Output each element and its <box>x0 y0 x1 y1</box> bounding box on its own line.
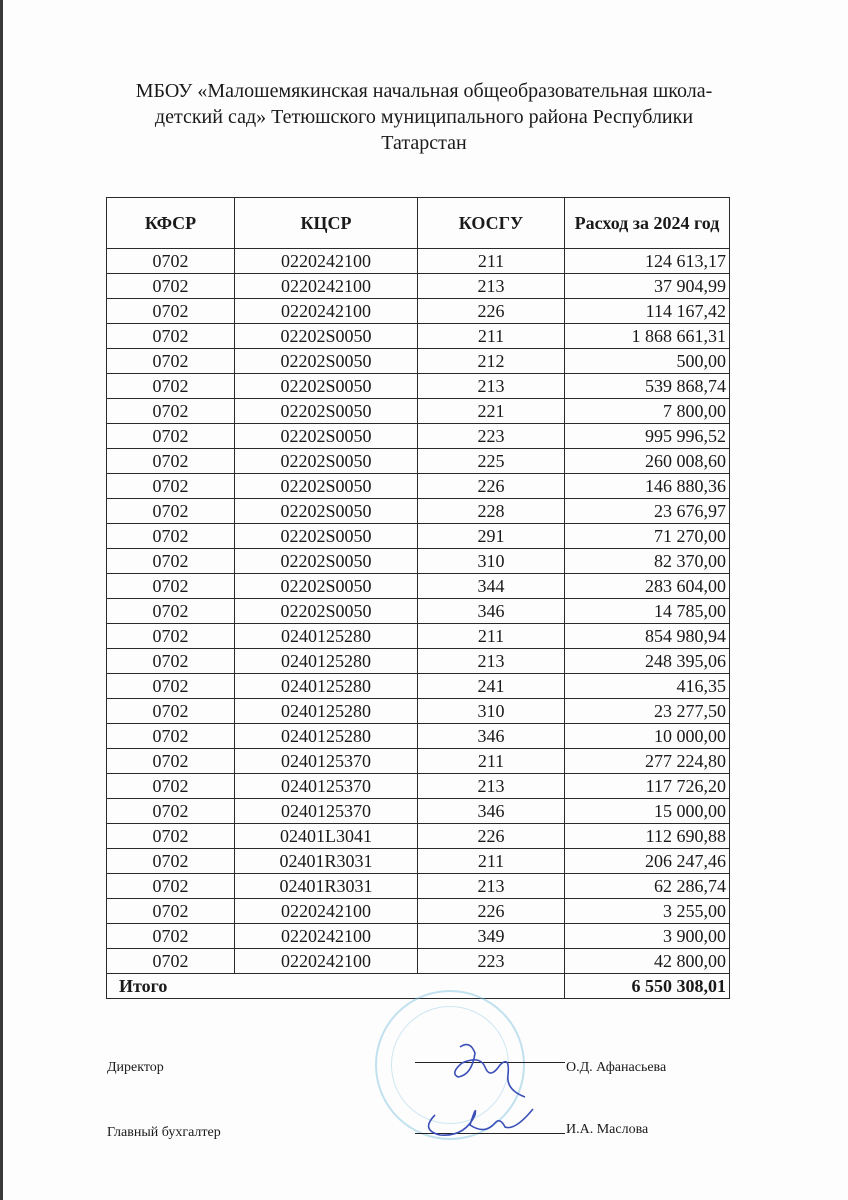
cell-kosgu: 225 <box>418 449 565 474</box>
cell-expense: 1 868 661,31 <box>565 324 730 349</box>
cell-kcsr: 02202S0050 <box>235 449 418 474</box>
cell-expense: 62 286,74 <box>565 874 730 899</box>
cell-expense: 42 800,00 <box>565 949 730 974</box>
cell-kcsr: 0220242100 <box>235 949 418 974</box>
cell-kcsr: 02401L3041 <box>235 824 418 849</box>
total-value: 6 550 308,01 <box>565 974 730 999</box>
cell-kfsr: 0702 <box>107 349 235 374</box>
cell-kfsr: 0702 <box>107 824 235 849</box>
cell-expense: 23 277,50 <box>565 699 730 724</box>
header-kcsr: КЦСР <box>235 198 418 249</box>
cell-kcsr: 02202S0050 <box>235 374 418 399</box>
cell-kcsr: 02202S0050 <box>235 549 418 574</box>
cell-kosgu: 310 <box>418 699 565 724</box>
cell-expense: 114 167,42 <box>565 299 730 324</box>
total-row <box>107 974 730 999</box>
table-header-row <box>107 198 730 249</box>
cell-expense: 248 395,06 <box>565 649 730 674</box>
cell-kfsr: 0702 <box>107 274 235 299</box>
cell-kosgu: 226 <box>418 299 565 324</box>
cell-expense: 112 690,88 <box>565 824 730 849</box>
cell-kcsr: 02401R3031 <box>235 849 418 874</box>
title-line: детский сад» Тетюшского муниципального района Республики <box>154 106 694 128</box>
cell-kosgu: 213 <box>418 874 565 899</box>
cell-expense: 3 900,00 <box>565 924 730 949</box>
header-expense: Расход за 2024 год <box>565 198 730 249</box>
cell-kosgu: 212 <box>418 349 565 374</box>
cell-kfsr: 0702 <box>107 424 235 449</box>
cell-kfsr: 0702 <box>107 724 235 749</box>
title-line: Татарстан <box>381 132 467 154</box>
cell-kcsr: 0220242100 <box>235 899 418 924</box>
cell-kcsr: 02202S0050 <box>235 574 418 599</box>
cell-kfsr: 0702 <box>107 299 235 324</box>
cell-expense: 71 270,00 <box>565 524 730 549</box>
cell-kfsr: 0702 <box>107 674 235 699</box>
cell-kfsr: 0702 <box>107 799 235 824</box>
cell-kosgu: 211 <box>418 749 565 774</box>
cell-expense: 15 000,00 <box>565 799 730 824</box>
cell-expense: 146 880,36 <box>565 474 730 499</box>
cell-kfsr: 0702 <box>107 649 235 674</box>
table-row <box>107 249 730 274</box>
total-label-text: Итого <box>119 976 168 996</box>
cell-kfsr: 0702 <box>107 249 235 274</box>
cell-kosgu: 213 <box>418 649 565 674</box>
cell-expense: 283 604,00 <box>565 574 730 599</box>
table-row <box>107 324 730 349</box>
table-row <box>107 799 730 824</box>
cell-kosgu: 211 <box>418 324 565 349</box>
title-line: МБОУ «Малошемякинская начальная общеобразовательная школа- <box>135 80 713 102</box>
cell-kosgu: 346 <box>418 599 565 624</box>
cell-expense: 3 255,00 <box>565 899 730 924</box>
table-row <box>107 299 730 324</box>
table-row <box>107 524 730 549</box>
cell-kfsr: 0702 <box>107 599 235 624</box>
table-row <box>107 549 730 574</box>
total-label <box>107 974 565 999</box>
table-row <box>107 874 730 899</box>
cell-kosgu: 213 <box>418 374 565 399</box>
cell-kcsr: 0240125370 <box>235 774 418 799</box>
cell-kcsr: 0220242100 <box>235 249 418 274</box>
cell-kfsr: 0702 <box>107 874 235 899</box>
cell-kcsr: 02202S0050 <box>235 349 418 374</box>
cell-expense: 37 904,99 <box>565 274 730 299</box>
cell-kfsr: 0702 <box>107 499 235 524</box>
cell-kcsr: 02401R3031 <box>235 874 418 899</box>
table-row <box>107 724 730 749</box>
header-kfsr: КФСР <box>107 198 235 249</box>
cell-kcsr: 02202S0050 <box>235 599 418 624</box>
signature-role-accountant: Главный бухгалтер <box>107 1125 221 1140</box>
cell-expense: 82 370,00 <box>565 549 730 574</box>
cell-kosgu: 223 <box>418 424 565 449</box>
cell-kosgu: 226 <box>418 899 565 924</box>
cell-kfsr: 0702 <box>107 574 235 599</box>
cell-kosgu: 310 <box>418 549 565 574</box>
cell-expense: 277 224,80 <box>565 749 730 774</box>
table-row <box>107 274 730 299</box>
cell-expense: 854 980,94 <box>565 624 730 649</box>
cell-kcsr: 0220242100 <box>235 274 418 299</box>
cell-kfsr: 0702 <box>107 949 235 974</box>
cell-kcsr: 0220242100 <box>235 299 418 324</box>
signature-name-director: О.Д. Афанасьева <box>566 1060 667 1075</box>
expense-table <box>106 197 730 999</box>
table-row <box>107 349 730 374</box>
cell-kfsr: 0702 <box>107 774 235 799</box>
cell-kosgu: 213 <box>418 274 565 299</box>
scan-edge <box>0 0 3 1200</box>
table-row <box>107 574 730 599</box>
table-row <box>107 849 730 874</box>
cell-kosgu: 213 <box>418 774 565 799</box>
cell-kfsr: 0702 <box>107 524 235 549</box>
cell-kosgu: 346 <box>418 724 565 749</box>
table-row <box>107 499 730 524</box>
table-row <box>107 374 730 399</box>
cell-kfsr: 0702 <box>107 549 235 574</box>
cell-expense: 23 676,97 <box>565 499 730 524</box>
cell-kosgu: 344 <box>418 574 565 599</box>
cell-kfsr: 0702 <box>107 474 235 499</box>
cell-expense: 14 785,00 <box>565 599 730 624</box>
table-row <box>107 699 730 724</box>
cell-kcsr: 02202S0050 <box>235 524 418 549</box>
table-row <box>107 649 730 674</box>
cell-kosgu: 211 <box>418 624 565 649</box>
table-row <box>107 424 730 449</box>
cell-expense: 10 000,00 <box>565 724 730 749</box>
cell-expense: 206 247,46 <box>565 849 730 874</box>
cell-kcsr: 0240125280 <box>235 724 418 749</box>
table-row <box>107 949 730 974</box>
cell-kcsr: 02202S0050 <box>235 424 418 449</box>
cell-kcsr: 0240125370 <box>235 749 418 774</box>
cell-kfsr: 0702 <box>107 399 235 424</box>
cell-kfsr: 0702 <box>107 374 235 399</box>
cell-kfsr: 0702 <box>107 899 235 924</box>
accountant-signature-icon <box>415 1095 545 1145</box>
table-row <box>107 674 730 699</box>
cell-kfsr: 0702 <box>107 699 235 724</box>
cell-kfsr: 0702 <box>107 324 235 349</box>
cell-expense: 260 008,60 <box>565 449 730 474</box>
cell-kcsr: 0240125280 <box>235 649 418 674</box>
cell-kfsr: 0702 <box>107 624 235 649</box>
cell-kcsr: 02202S0050 <box>235 399 418 424</box>
table-row <box>107 449 730 474</box>
cell-kosgu: 221 <box>418 399 565 424</box>
cell-kcsr: 0240125280 <box>235 624 418 649</box>
cell-kosgu: 226 <box>418 824 565 849</box>
table-row <box>107 899 730 924</box>
cell-kosgu: 226 <box>418 474 565 499</box>
cell-kosgu: 211 <box>418 249 565 274</box>
cell-kosgu: 291 <box>418 524 565 549</box>
cell-kosgu: 349 <box>418 924 565 949</box>
cell-kcsr: 02202S0050 <box>235 324 418 349</box>
cell-expense: 539 868,74 <box>565 374 730 399</box>
cell-kcsr: 0240125280 <box>235 674 418 699</box>
cell-kfsr: 0702 <box>107 449 235 474</box>
cell-kfsr: 0702 <box>107 749 235 774</box>
header-kosgu: КОСГУ <box>418 198 565 249</box>
cell-expense: 416,35 <box>565 674 730 699</box>
table-row <box>107 474 730 499</box>
cell-kosgu: 228 <box>418 499 565 524</box>
cell-kfsr: 0702 <box>107 924 235 949</box>
cell-kcsr: 0220242100 <box>235 924 418 949</box>
cell-kfsr: 0702 <box>107 849 235 874</box>
cell-expense: 500,00 <box>565 349 730 374</box>
table-row <box>107 624 730 649</box>
table-row <box>107 824 730 849</box>
cell-kcsr: 02202S0050 <box>235 474 418 499</box>
cell-kcsr: 0240125370 <box>235 799 418 824</box>
cell-kosgu: 346 <box>418 799 565 824</box>
cell-kosgu: 223 <box>418 949 565 974</box>
table-row <box>107 924 730 949</box>
table-row <box>107 749 730 774</box>
table-row <box>107 774 730 799</box>
cell-kosgu: 211 <box>418 849 565 874</box>
cell-kosgu: 241 <box>418 674 565 699</box>
document-title <box>100 78 748 156</box>
cell-expense: 124 613,17 <box>565 249 730 274</box>
cell-expense: 995 996,52 <box>565 424 730 449</box>
cell-expense: 117 726,20 <box>565 774 730 799</box>
cell-kcsr: 02202S0050 <box>235 499 418 524</box>
table-row <box>107 399 730 424</box>
cell-expense: 7 800,00 <box>565 399 730 424</box>
signature-role-director: Директор <box>107 1060 164 1075</box>
table-row <box>107 599 730 624</box>
signature-name-accountant: И.А. Маслова <box>566 1122 649 1137</box>
cell-kcsr: 0240125280 <box>235 699 418 724</box>
